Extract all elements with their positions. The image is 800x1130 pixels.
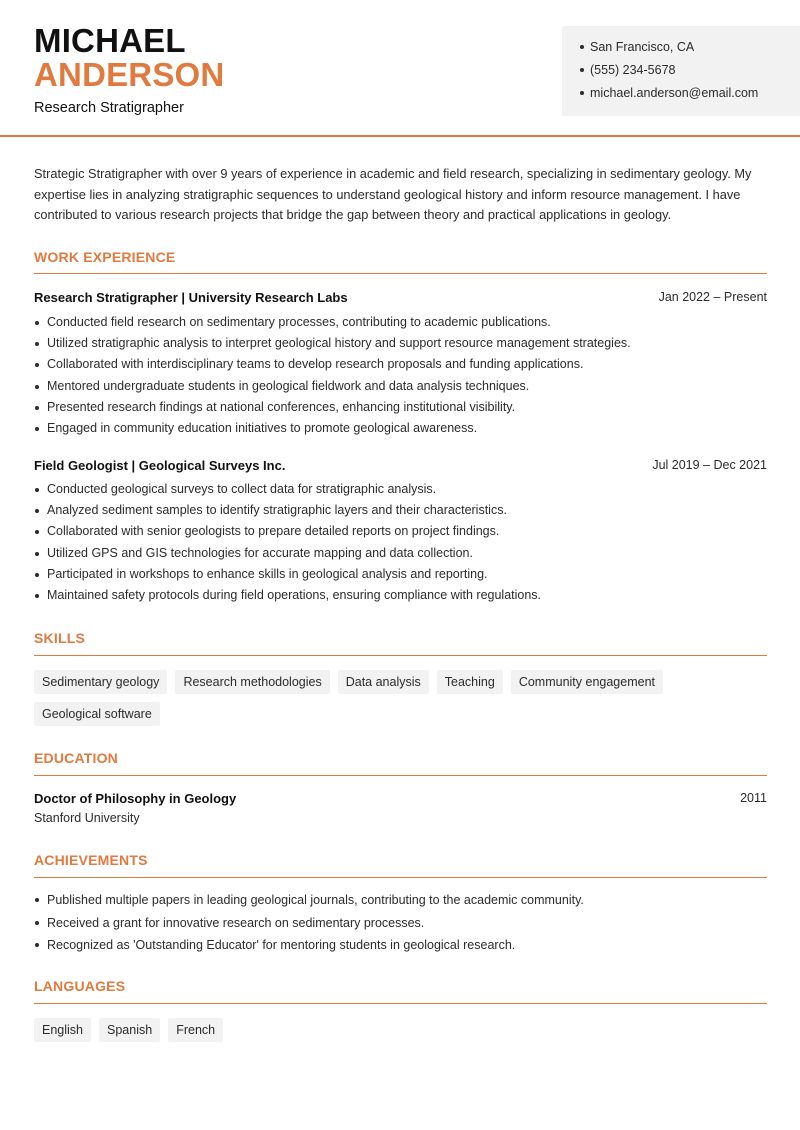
section-title-languages: LANGUAGES: [34, 978, 126, 994]
job-role: Field Geologist | Geological Surveys Inc.: [34, 458, 286, 473]
job-header: [34, 458, 767, 473]
job-header: [34, 290, 767, 305]
skill-chip: Sedimentary geology: [34, 670, 167, 694]
language-chip: Spanish: [99, 1018, 160, 1042]
section-divider: [34, 1003, 767, 1004]
summary: Strategic Stratigrapher with over 9 years of experience in academic and field research, specializing in sedimentary geology. My expertise lies in analyzing stratigraphic sequences to understand geological history and inform resource management. I have contributed to various research projects that bridge the gap between theory and practical applications in geology.: [34, 166, 752, 222]
email-text[interactable]: michael.anderson@email.com: [590, 86, 759, 100]
phone-text: (555) 234-5678: [590, 63, 676, 77]
list-item: Maintained safety protocols during field operations, ensuring compliance with regulations.: [34, 585, 774, 606]
list-item: Analyzed sediment samples to identify stratigraphic layers and their characteristics.: [34, 500, 774, 521]
section-title-skills: SKILLS: [34, 630, 85, 646]
job-bullets: [34, 312, 774, 439]
job-bullets: [34, 479, 774, 606]
bullet-icon: [580, 68, 584, 72]
section-title-achievements: ACHIEVEMENTS: [34, 852, 148, 868]
list-item: Published multiple papers in leading geological journals, contributing to the academic community.: [34, 889, 774, 912]
skill-chip: Geological software: [34, 702, 160, 726]
section-divider: [34, 655, 767, 656]
languages-list: [34, 1018, 774, 1042]
section-divider: [34, 877, 767, 878]
list-item: Engaged in community education initiatives to promote geological awareness.: [34, 418, 774, 439]
contact-phone: [580, 63, 675, 77]
section-title-education: EDUCATION: [34, 750, 118, 766]
skill-chip: Teaching: [437, 670, 503, 694]
list-item: Mentored undergraduate students in geological fieldwork and data analysis techniques.: [34, 376, 774, 397]
job-role: Research Stratigrapher | University Research Labs: [34, 290, 348, 305]
skills-list: [34, 670, 774, 726]
education-year: 2011: [740, 791, 767, 805]
section-divider: [34, 775, 767, 776]
resume-header: [0, 0, 800, 137]
job-dates: Jul 2019 – Dec 2021: [652, 458, 767, 472]
language-chip: English: [34, 1018, 91, 1042]
contact-email[interactable]: [580, 86, 758, 100]
list-item: Conducted field research on sedimentary processes, contributing to academic publications.: [34, 312, 774, 333]
section-title-work: WORK EXPERIENCE: [34, 249, 176, 265]
language-chip: French: [168, 1018, 223, 1042]
skill-chip: Research methodologies: [175, 670, 329, 694]
list-item: Presented research findings at national conferences, enhancing institutional visibility.: [34, 397, 774, 418]
achievements-list: [34, 889, 774, 957]
list-item: Conducted geological surveys to collect data for stratigraphic analysis.: [34, 479, 774, 500]
skill-chip: Data analysis: [338, 670, 429, 694]
list-item: Utilized stratigraphic analysis to interpret geological history and support resource management strategies.: [34, 333, 774, 354]
education-degree: Doctor of Philosophy in Geology: [34, 791, 237, 806]
bullet-icon: [580, 91, 584, 95]
list-item: Recognized as 'Outstanding Educator' for mentoring students in geological research.: [34, 934, 774, 957]
job-dates: Jan 2022 – Present: [658, 290, 767, 304]
last-name: ANDERSON: [34, 56, 225, 93]
contact-location: [580, 40, 694, 54]
first-name: MICHAEL: [34, 22, 186, 59]
list-item: Utilized GPS and GIS technologies for accurate mapping and data collection.: [34, 543, 774, 564]
list-item: Collaborated with senior geologists to prepare detailed reports on project findings.: [34, 521, 774, 542]
bullet-icon: [580, 45, 584, 49]
skill-chip: Community engagement: [511, 670, 663, 694]
list-item: Collaborated with interdisciplinary teams to develop research proposals and funding applications.: [34, 354, 774, 375]
list-item: Received a grant for innovative research on sedimentary processes.: [34, 912, 774, 935]
list-item: Participated in workshops to enhance skills in geological analysis and reporting.: [34, 564, 774, 585]
contact-box: [562, 26, 800, 116]
job-title: Research Stratigrapher: [34, 100, 184, 116]
location-text: San Francisco, CA: [590, 40, 695, 54]
education-school: Stanford University: [34, 811, 140, 825]
section-divider: [34, 273, 767, 274]
